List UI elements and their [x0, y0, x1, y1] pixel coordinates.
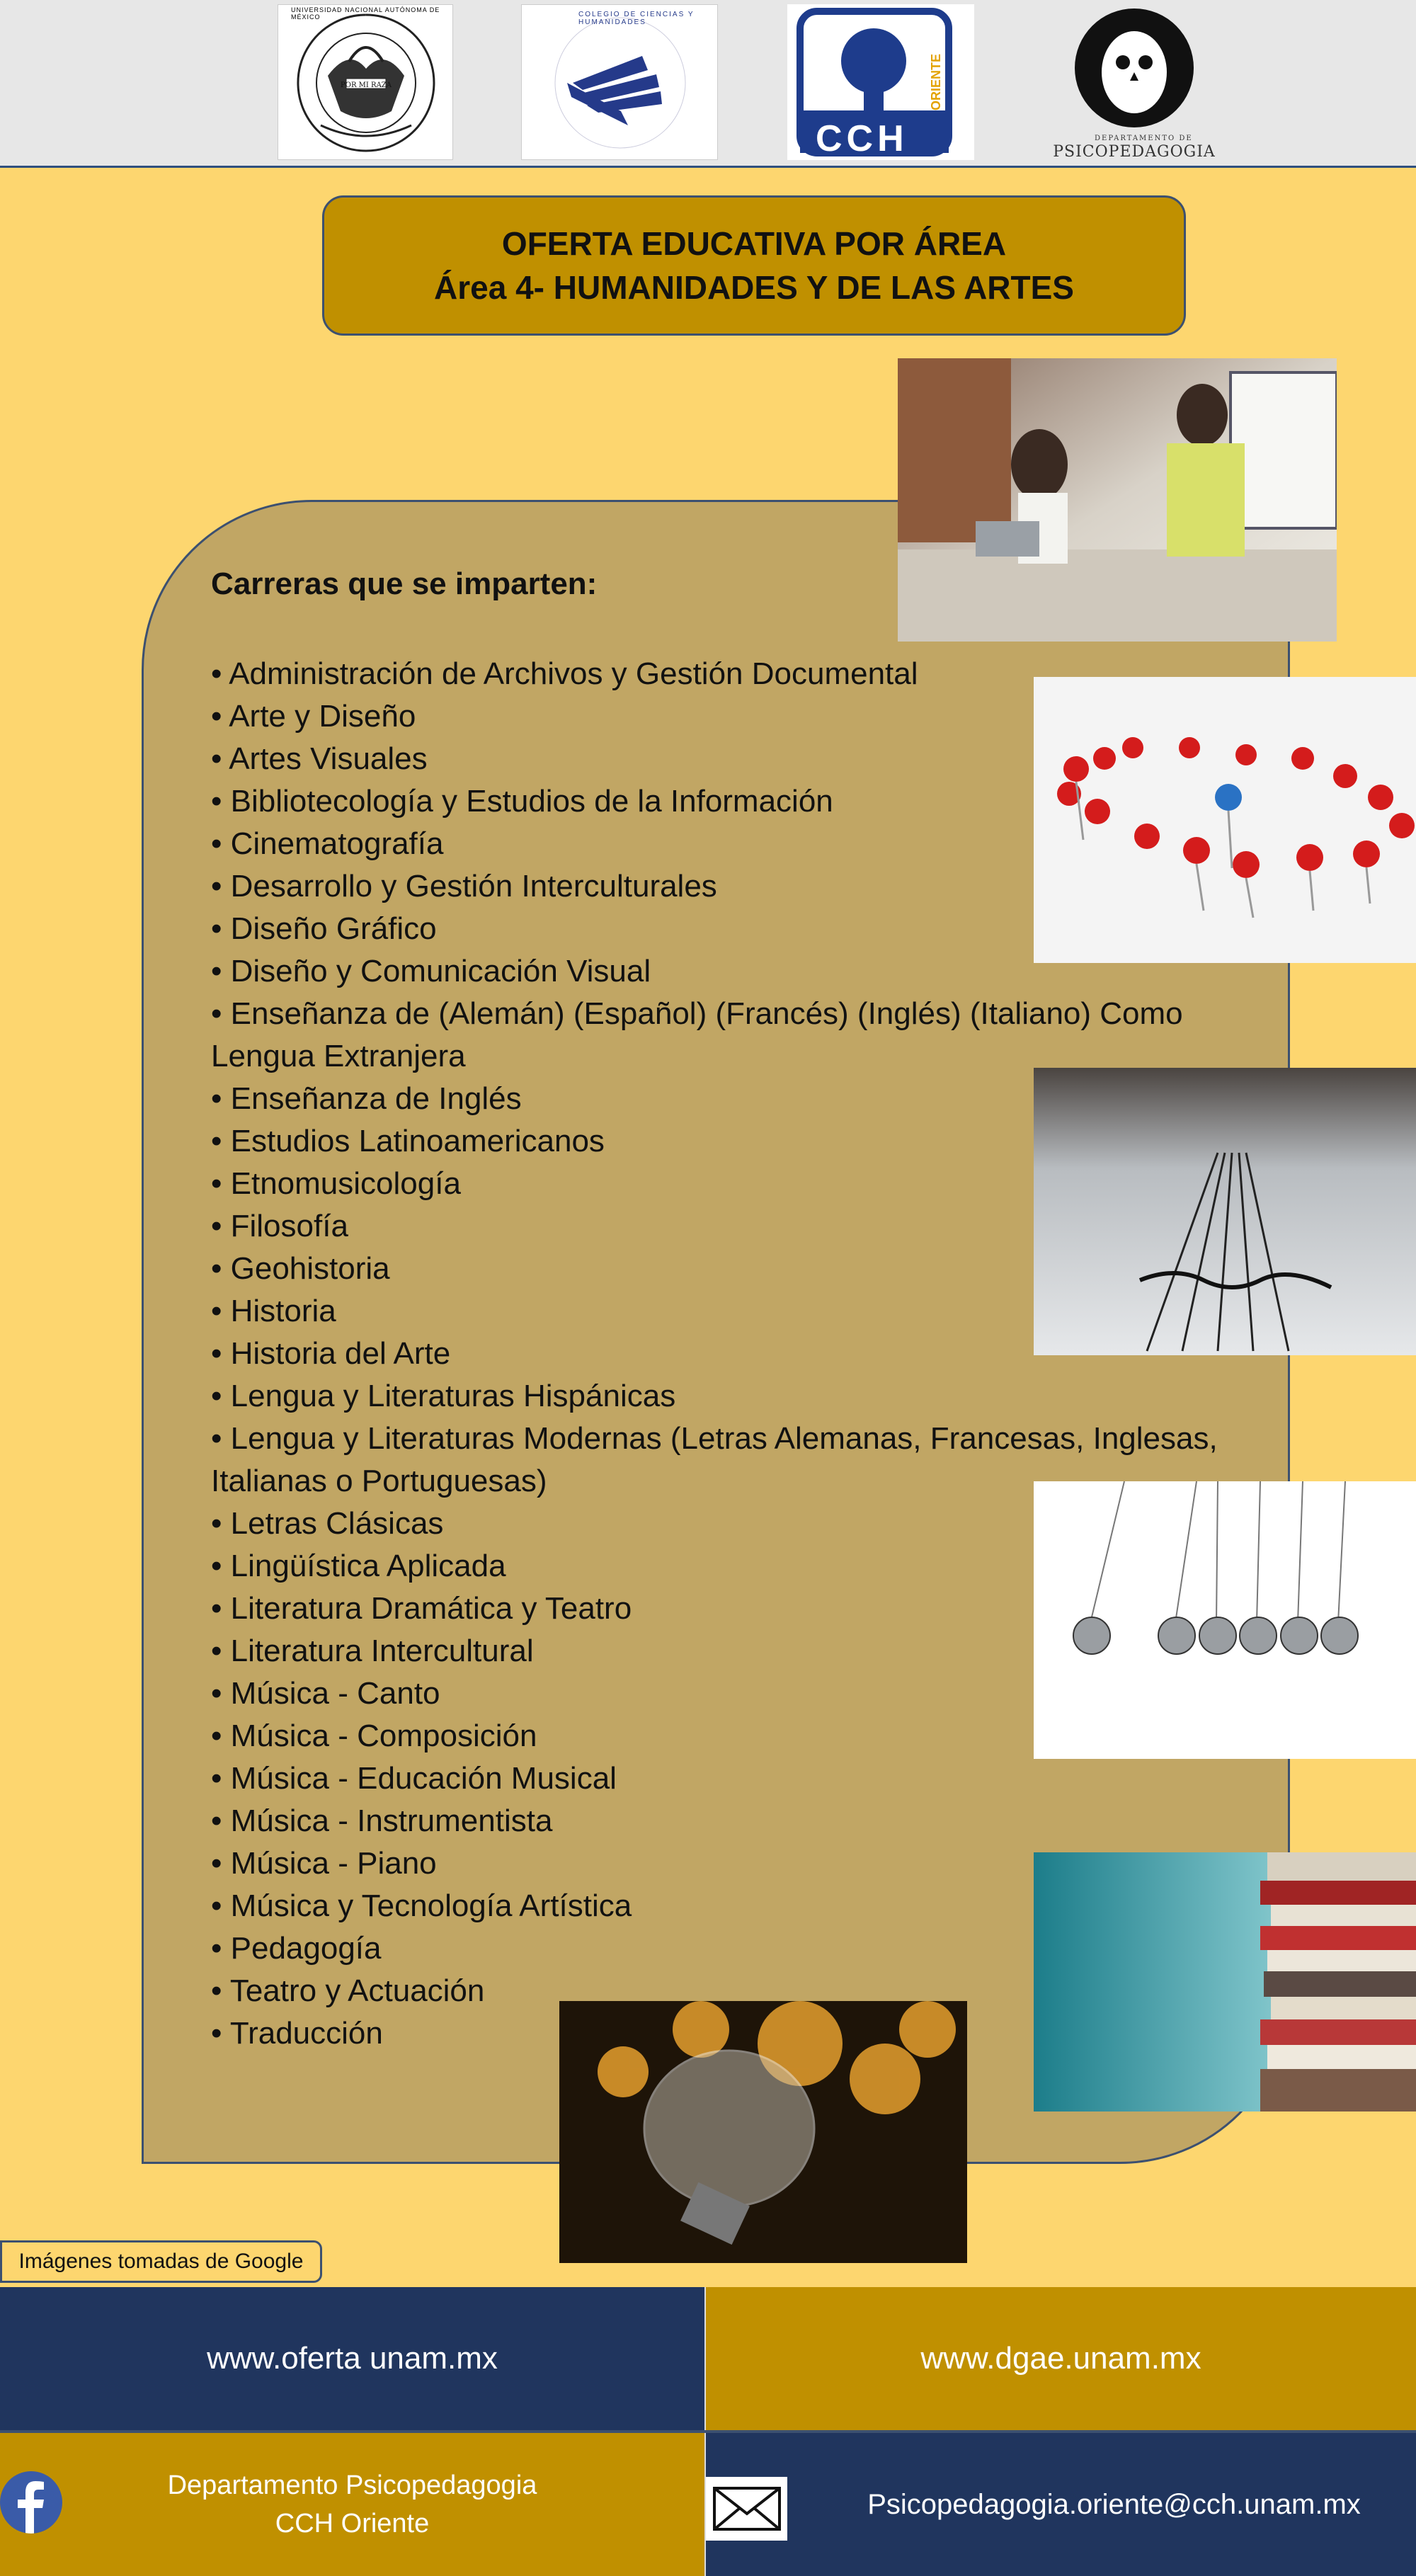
- cch-colegio-logo-icon: [521, 4, 718, 160]
- career-item: • Lengua y Literaturas Modernas (Letras Alemanas, Francesas, Inglesas, Italianas o Portuguesas): [211, 1421, 1218, 1498]
- facebook-icon[interactable]: [0, 2471, 62, 2534]
- email-link[interactable]: Psicopedagogia.oriente@cch.unam.mx: [867, 2488, 1361, 2520]
- depto-small-text: DEPARTAMENTO DE: [1095, 135, 1193, 142]
- career-item: • Diseño Gráfico: [211, 911, 437, 946]
- career-item: • Historia del Arte: [211, 1336, 451, 1371]
- career-item: • Filosofía: [211, 1209, 348, 1243]
- department-name: Departamento Psicopedagogia: [167, 2470, 537, 2500]
- career-item: • Lingüística Aplicada: [211, 1549, 506, 1583]
- email-band: [706, 2433, 1416, 2576]
- psicopedagogia-owl-logo-icon: [1044, 4, 1225, 160]
- newtons-cradle-photo: [1034, 1481, 1416, 1759]
- career-item: • Lengua y Literaturas Hispánicas: [211, 1379, 676, 1413]
- career-item: • Traducción: [211, 2016, 383, 2051]
- department-contact: [0, 2433, 704, 2576]
- careers-heading: Carreras que se imparten:: [211, 566, 598, 601]
- dgae-url-link[interactable]: www.dgae.unam.mx: [706, 2287, 1416, 2430]
- svg-text:POR MI RAZA: POR MI RAZA: [341, 81, 392, 89]
- career-item: • Letras Clásicas: [211, 1506, 444, 1541]
- career-item: • Historia: [211, 1294, 336, 1328]
- page-title-box: [322, 195, 1186, 336]
- career-item: • Desarrollo y Gestión Interculturales: [211, 869, 717, 904]
- design-studio-photo: [898, 358, 1337, 642]
- red-pins-network-photo: [1034, 677, 1416, 963]
- career-item: • Cinematografía: [211, 826, 444, 861]
- cch-logo-text: CCH: [816, 118, 908, 159]
- oriente-logo-text: ORIENTE: [929, 54, 943, 111]
- department-campus: CCH Oriente: [275, 2509, 430, 2538]
- oferta-url-link[interactable]: www.oferta unam.mx: [0, 2287, 704, 2430]
- light-bulb-photo: [559, 2001, 967, 2263]
- career-item: • Literatura Dramática y Teatro: [211, 1591, 632, 1626]
- logo-header: [0, 0, 1416, 168]
- cch-oriente-logo-icon: [787, 4, 974, 160]
- career-item: • Bibliotecología y Estudios de la Información: [211, 784, 833, 819]
- footer-divider-horizontal: [0, 2430, 1416, 2433]
- music-staff-photo: [1034, 1068, 1416, 1355]
- career-item: • Música - Instrumentista: [211, 1803, 553, 1838]
- career-item: • Geohistoria: [211, 1251, 390, 1286]
- unam-seal-text: UNIVERSIDAD NACIONAL AUTÓNOMA DE MÉXICO: [291, 6, 440, 21]
- page-title-line2: Área 4- HUMANIDADES Y DE LAS ARTES: [434, 269, 1074, 306]
- career-item: • Arte y Diseño: [211, 699, 416, 734]
- career-item: • Música y Tecnología Artística: [211, 1888, 632, 1923]
- image-credit-note: Imágenes tomadas de Google: [0, 2240, 322, 2283]
- career-item: • Pedagogía: [211, 1931, 382, 1966]
- envelope-icon[interactable]: [706, 2477, 787, 2541]
- career-item: • Diseño y Comunicación Visual: [211, 954, 651, 988]
- career-item: • Artes Visuales: [211, 741, 428, 776]
- career-item: • Música - Composición: [211, 1719, 537, 1753]
- career-item: • Música - Piano: [211, 1846, 437, 1881]
- career-item: • Etnomusicología: [211, 1166, 461, 1201]
- career-item: • Enseñanza de (Alemán) (Español) (Francés) (Inglés) (Italiano) Como Lengua Extranjera: [211, 996, 1183, 1073]
- depto-big-text: PSICOPEDAGOGIA: [1053, 143, 1216, 160]
- career-item: • Estudios Latinoamericanos: [211, 1124, 605, 1158]
- career-item: • Música - Educación Musical: [211, 1761, 617, 1796]
- career-item: • Música - Canto: [211, 1676, 440, 1711]
- career-item: • Administración de Archivos y Gestión Documental: [211, 656, 918, 691]
- career-item: • Literatura Intercultural: [211, 1634, 534, 1668]
- book-stack-photo: [1034, 1852, 1416, 2111]
- unam-seal-icon: [278, 4, 453, 160]
- colegio-logo-text: COLEGIO DE CIENCIAS Y HUMANIDADES: [578, 11, 695, 26]
- career-item: • Enseñanza de Inglés: [211, 1081, 522, 1116]
- page-title-line1: OFERTA EDUCATIVA POR ÁREA: [501, 225, 1007, 262]
- career-item: • Teatro y Actuación: [211, 1973, 485, 2008]
